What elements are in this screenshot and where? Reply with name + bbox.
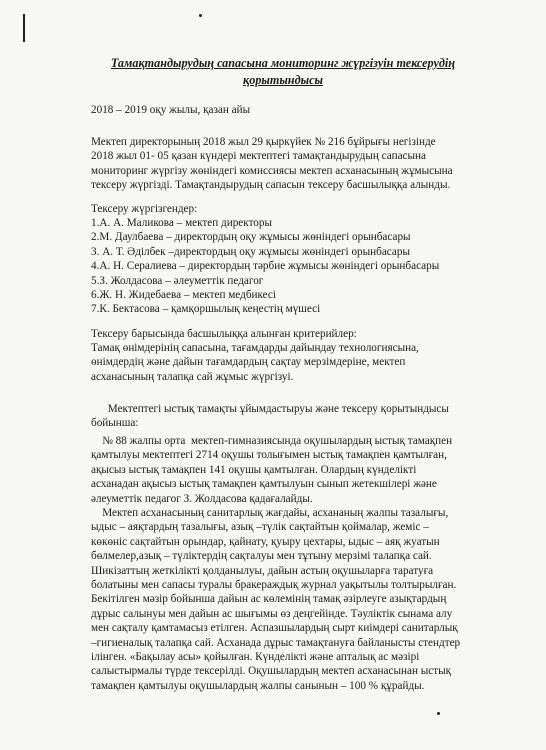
criteria-heading: Тексеру барысында басшылыққа алынған критерийлер: (91, 328, 357, 340)
text-line: мониторинг жүргізу жөніндегі комиссиясы мектеп асханасының жұмысына (91, 164, 453, 177)
document-title (90, 55, 476, 89)
text-line: Мектеп асханасының санитарлық жағдайы, асхананың жалпы тазалығы, (91, 507, 449, 519)
text-line: Мектеп директорының 2018 жыл 29 қыркүйек № 216 бұйрығы негізінде (91, 136, 436, 148)
text-line: болатыны мен сапасы туралы бракераждық журнал уақытылы толтырылған. (91, 579, 457, 592)
criteria-paragraph (91, 341, 516, 384)
text-line: бөлмелер,азық – түліктердің сақталуы мен тұтыну мерзімі талапқа сай. (91, 550, 432, 563)
scan-dot-mark (199, 14, 202, 17)
text-line: көкөніс сақтайтын орындар, қайнату, қуыру цехтары, ыдыс – аяқ жуатын (91, 535, 440, 548)
text-line: Шикізаттың жеткілікті қолданылуы, дайын астың оқушыларға таратуға (91, 564, 434, 577)
scan-margin-mark (23, 14, 25, 42)
member-item: 6.Ж. Н. Жидебаева – мектеп медбикесі (91, 289, 276, 302)
text-line: әлеуметтік педагог З. Жолдасова қадағалайды. (91, 492, 313, 505)
text-line: өнімдердің және дайын тағамдардың сақтау мерзімдеріне, мектеп (91, 356, 406, 369)
members-heading: Тексеру жүргізгендер: (91, 203, 198, 215)
member-item: 7.К. Бектасова – қамқоршылық кеңестің мүшесі (91, 303, 321, 316)
text-line: асханасының талапқа сай жұмыс жүргізуі. (91, 370, 294, 383)
member-item: 3. А. Т. Әділбек –директордың оқу жұмысы жөніндегі орынбасары (91, 245, 410, 258)
text-line: асханадан ақысыз ыстық тамақпен қамтылуын сынып жетекшілері және (91, 478, 437, 491)
text-line: Мектептегі ыстық тамақты ұйымдастыруы және тексеру қорытындысы (91, 403, 449, 415)
text-line: бойынша: (91, 417, 139, 430)
text-line: дұрыс салынуы мен дайын ас шығымы өз деңгейінде. Тәуліктік сынама алу (91, 607, 453, 620)
text-line: ақысыз ыстық тамақпен 141 оқушы қамтылған. Олардың күнделікті (91, 463, 417, 476)
title-line: Тамақтандырудың сапасына мониторинг жүргізуін тексерудің (110, 56, 456, 70)
member-item: 2.М. Даулбаева – директордың оқу жұмысы жөніндегі орынбасары (91, 231, 411, 244)
text-line: № 88 жалпы орта мектеп-гимназиясында оқушылардың ыстық тамақпен (91, 435, 453, 447)
date-line: 2018 – 2019 оқу жылы, қазан айы (91, 104, 251, 116)
title-line: қорытындысы (243, 73, 323, 87)
lunch-coverage-paragraph (91, 434, 516, 506)
text-line: –гигиеналық талапқа сай. Асханада дұрыс тамақтануға байланысты стендтер (91, 636, 461, 649)
text-line: ілінген. «Бақылау асы» қойылған. Күнделікті және апталық ас мәзірі (91, 651, 420, 664)
text-line: қамтылуы мектептегі 2714 оқушы толығымен ыстық тамақпен қамтылған, (91, 449, 447, 462)
results-heading (91, 402, 516, 431)
text-line: 2018 жыл 01- 05 қазан күндері мектептегі тамақтандырудың сапасына (91, 150, 426, 163)
member-item: 5.З. Жолдасова – әлеуметтік педагог (91, 274, 264, 287)
member-item: 1.А. А. Маликова – мектеп директоры (91, 217, 273, 229)
member-item: 4.А. Н. Сералиева – директордың тәрбие жұмысы жөніндегі орынбасары (91, 260, 440, 273)
text-line: салыстырмалы түрде тексерілді. Оқушылардың мектеп асханасынан ыстық (91, 665, 452, 678)
text-line: мен сақталу қамтамасыз етілген. Аспазшылардың сырт киімдері санитарлық (91, 622, 458, 635)
scan-dot-mark (437, 712, 440, 715)
text-line: тамақпен қамтылуы оқушылардың жалпы санынын – 100 % құрайды. (91, 679, 425, 692)
text-line: тексеру жүргізді. Тамақтандырудың сапасын тексеру басшылыққа алынды. (91, 179, 451, 192)
text-line: Бекітілген мәзір бойынша дайын ас көлемінің тамақ әзірлеуге азықтардың (91, 593, 447, 606)
text-line: ыдыс – аяқтардың тазалығы, азық –түлік сақтайтын қоймалар, жеміс – (91, 521, 429, 534)
canteen-condition-paragraph (91, 506, 516, 693)
intro-paragraph (91, 135, 516, 193)
members-list (91, 216, 516, 317)
text-line: Тамақ өнімдерінің сапасына, тағамдарды дайындау технологиясына, (91, 342, 419, 354)
